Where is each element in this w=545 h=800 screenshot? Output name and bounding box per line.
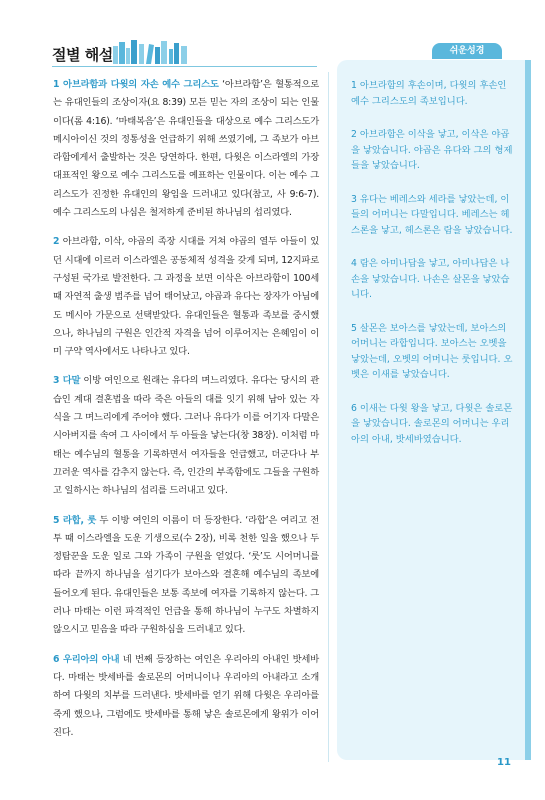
verse-heading: 6 우리아의 아내: [53, 653, 120, 665]
verse-heading: 5 라합, 룻: [53, 514, 97, 526]
sidebar-verse: 5 살몬은 보아스를 낳았는데, 보아스의 어머니는 라합입니다. 보아스는 오벳을 낳았는데, 오벳의 어머니는 룻입니다. 오벳은 이새를 낳았습니다.: [351, 322, 513, 380]
sidebar-verse: 4 람은 아미나답을 낳고, 아미나답은 나손을 낳았습니다. 나손은 살몬을 낳았습니다.: [351, 258, 510, 300]
books-icon: [113, 38, 223, 64]
commentary-body: [53, 76, 319, 753]
sidebar-verse: 2 아브라함은 이삭을 낳고, 이삭은 야곱을 낳았습니다. 야곱은 유다와 그의 형제들을 낳았습니다.: [351, 129, 513, 171]
commentary-paragraph: [53, 512, 319, 640]
paragraph-text: 네 번째 등장하는 여인은 우리아의 아내인 밧세바다. 마태는 밧세바를 솔로몬의 어머니이나 우리아의 아내라고 소개하여 다윗의 치부를 드러낸다. 밧세바를 얻기 위해 다윗은 우리아를 죽게 했으나, 그럼에도 밧세바를 통해 낳은 솔로몬에게 왕위가 이어진다.: [53, 653, 319, 738]
verse-heading: 1 아브라함과 다윗의 자손 예수 그리스도: [53, 79, 219, 90]
title-underline: [52, 66, 317, 67]
paragraph-text: 두 이방 여인의 이름이 더 등장한다. ‘라합’은 여리고 전투 때 이스라엘을 도운 기생으로(수 2장), 비록 천한 일을 했으나 두 정탐꾼을 도운 일로 그와 가족이 구원을 얻었다. ‘룻’도 시어머니를 따라 끝까지 하나님을 섬기다가 보아스와 결혼해 예수님의 족보에 들어오게 된다. 유대인들은 보통 족보에 여자를 기록하지 않는다. 그러나 마태는 이런 파격적인 언급을 통해 하나님이 누구도 차별하지 않으시고 믿음을 따라 구원하심을 드러내고 있다.: [53, 514, 319, 636]
paragraph-text: 아브라함, 이삭, 야곱의 족장 시대를 거쳐 야곱의 열두 아들이 있던 시대에 이르러 이스라엘은 공동체적 성격을 갖게 되며, 12지파로 구성된 국가로 발전한다. 그 과정을 보면 이삭은 아브라함이 100세 때 자연적 출생 범주를 넘어 태어났고, 야곱과 유다는 장자가 아님에도 메시아 가문으로 선택받았다. 유대인들은 혈통과 족보를 중시했으나, 하나님의 구원은 인간적 자격을 넘어 이루어지는 은혜임이 이미 구약 역사에서도 나타나고 있다.: [53, 236, 319, 358]
paragraph-text: 이방 여인으로 원래는 유다의 며느리였다. 유다는 당시의 관습인 계대 결혼법을 따라 죽은 아들의 대를 잇기 위해 남아 있는 자식을 그 며느리에게 주어야 했다. 그러나 유다가 이를 어기자 다말은 시아버지를 속여 그 사이에서 두 아들을 낳는다(창 38장). 이처럼 마태는 예수님의 혈통을 기록하면서 여자들을 언급했고, 더군다나 부끄러운 역사를 감추지 않는다. 즉, 인간의 부족함에도 그들을 구원하고 일하시는 하나님의 섭리를 드러내고 있다.: [53, 375, 319, 497]
sidebar-tab-label: 쉬운성경: [432, 43, 502, 59]
commentary-paragraph: [53, 233, 319, 361]
page-number: 11: [497, 757, 511, 768]
verse-heading: 3 다말: [53, 375, 81, 387]
commentary-paragraph: [53, 651, 319, 742]
paragraph-text: ‘아브라함’은 혈통적으로는 유대인들의 조상이자(요 8:39) 모든 믿는 자의 조상이 되는 인물이다(롬 4:16). ‘마태복음’은 유대인들을 대상으로 예수 그리스도가 메시아이신 것의 정통성을 언급하기 위해 쓰였기에, 그 족보가 아브라함에게서 출발하는 것은 당연하다. 한편, 다윗은 이스라엘의 가장 대표적인 왕으로 예수 그리스도를 예표하는 인물이다. 이는 예수 그리스도가 진정한 유대인의 왕임을 드러내고 있다(참고, 사 9:6-7). 예수 그리스도의 나심은 철저하게 준비된 하나님의 섭리였다.: [53, 79, 319, 219]
sidebar-verse: 6 이새는 다윗 왕을 낳고, 다윗은 솔로몬을 낳았습니다. 솔로몬의 어머니는 우리아의 아내, 밧세바였습니다.: [351, 402, 513, 445]
commentary-paragraph: [53, 372, 319, 500]
section-title: 절별 해설: [52, 46, 113, 64]
column-divider: [328, 72, 329, 762]
sidebar-verse: 3 유다는 베레스와 세라를 낳았는데, 이들의 어머니는 다말입니다. 베레스는 헤스론을 낳고, 헤스론은 람을 낳았습니다.: [351, 193, 513, 236]
sidebar-verses: [351, 78, 513, 465]
commentary-paragraph: [53, 76, 319, 222]
verse-heading: 2: [53, 236, 60, 248]
easy-bible-sidebar: [337, 38, 525, 798]
sidebar-verse: 1 아브라함의 후손이며, 다윗의 후손인 예수 그리스도의 족보입니다.: [351, 80, 507, 107]
